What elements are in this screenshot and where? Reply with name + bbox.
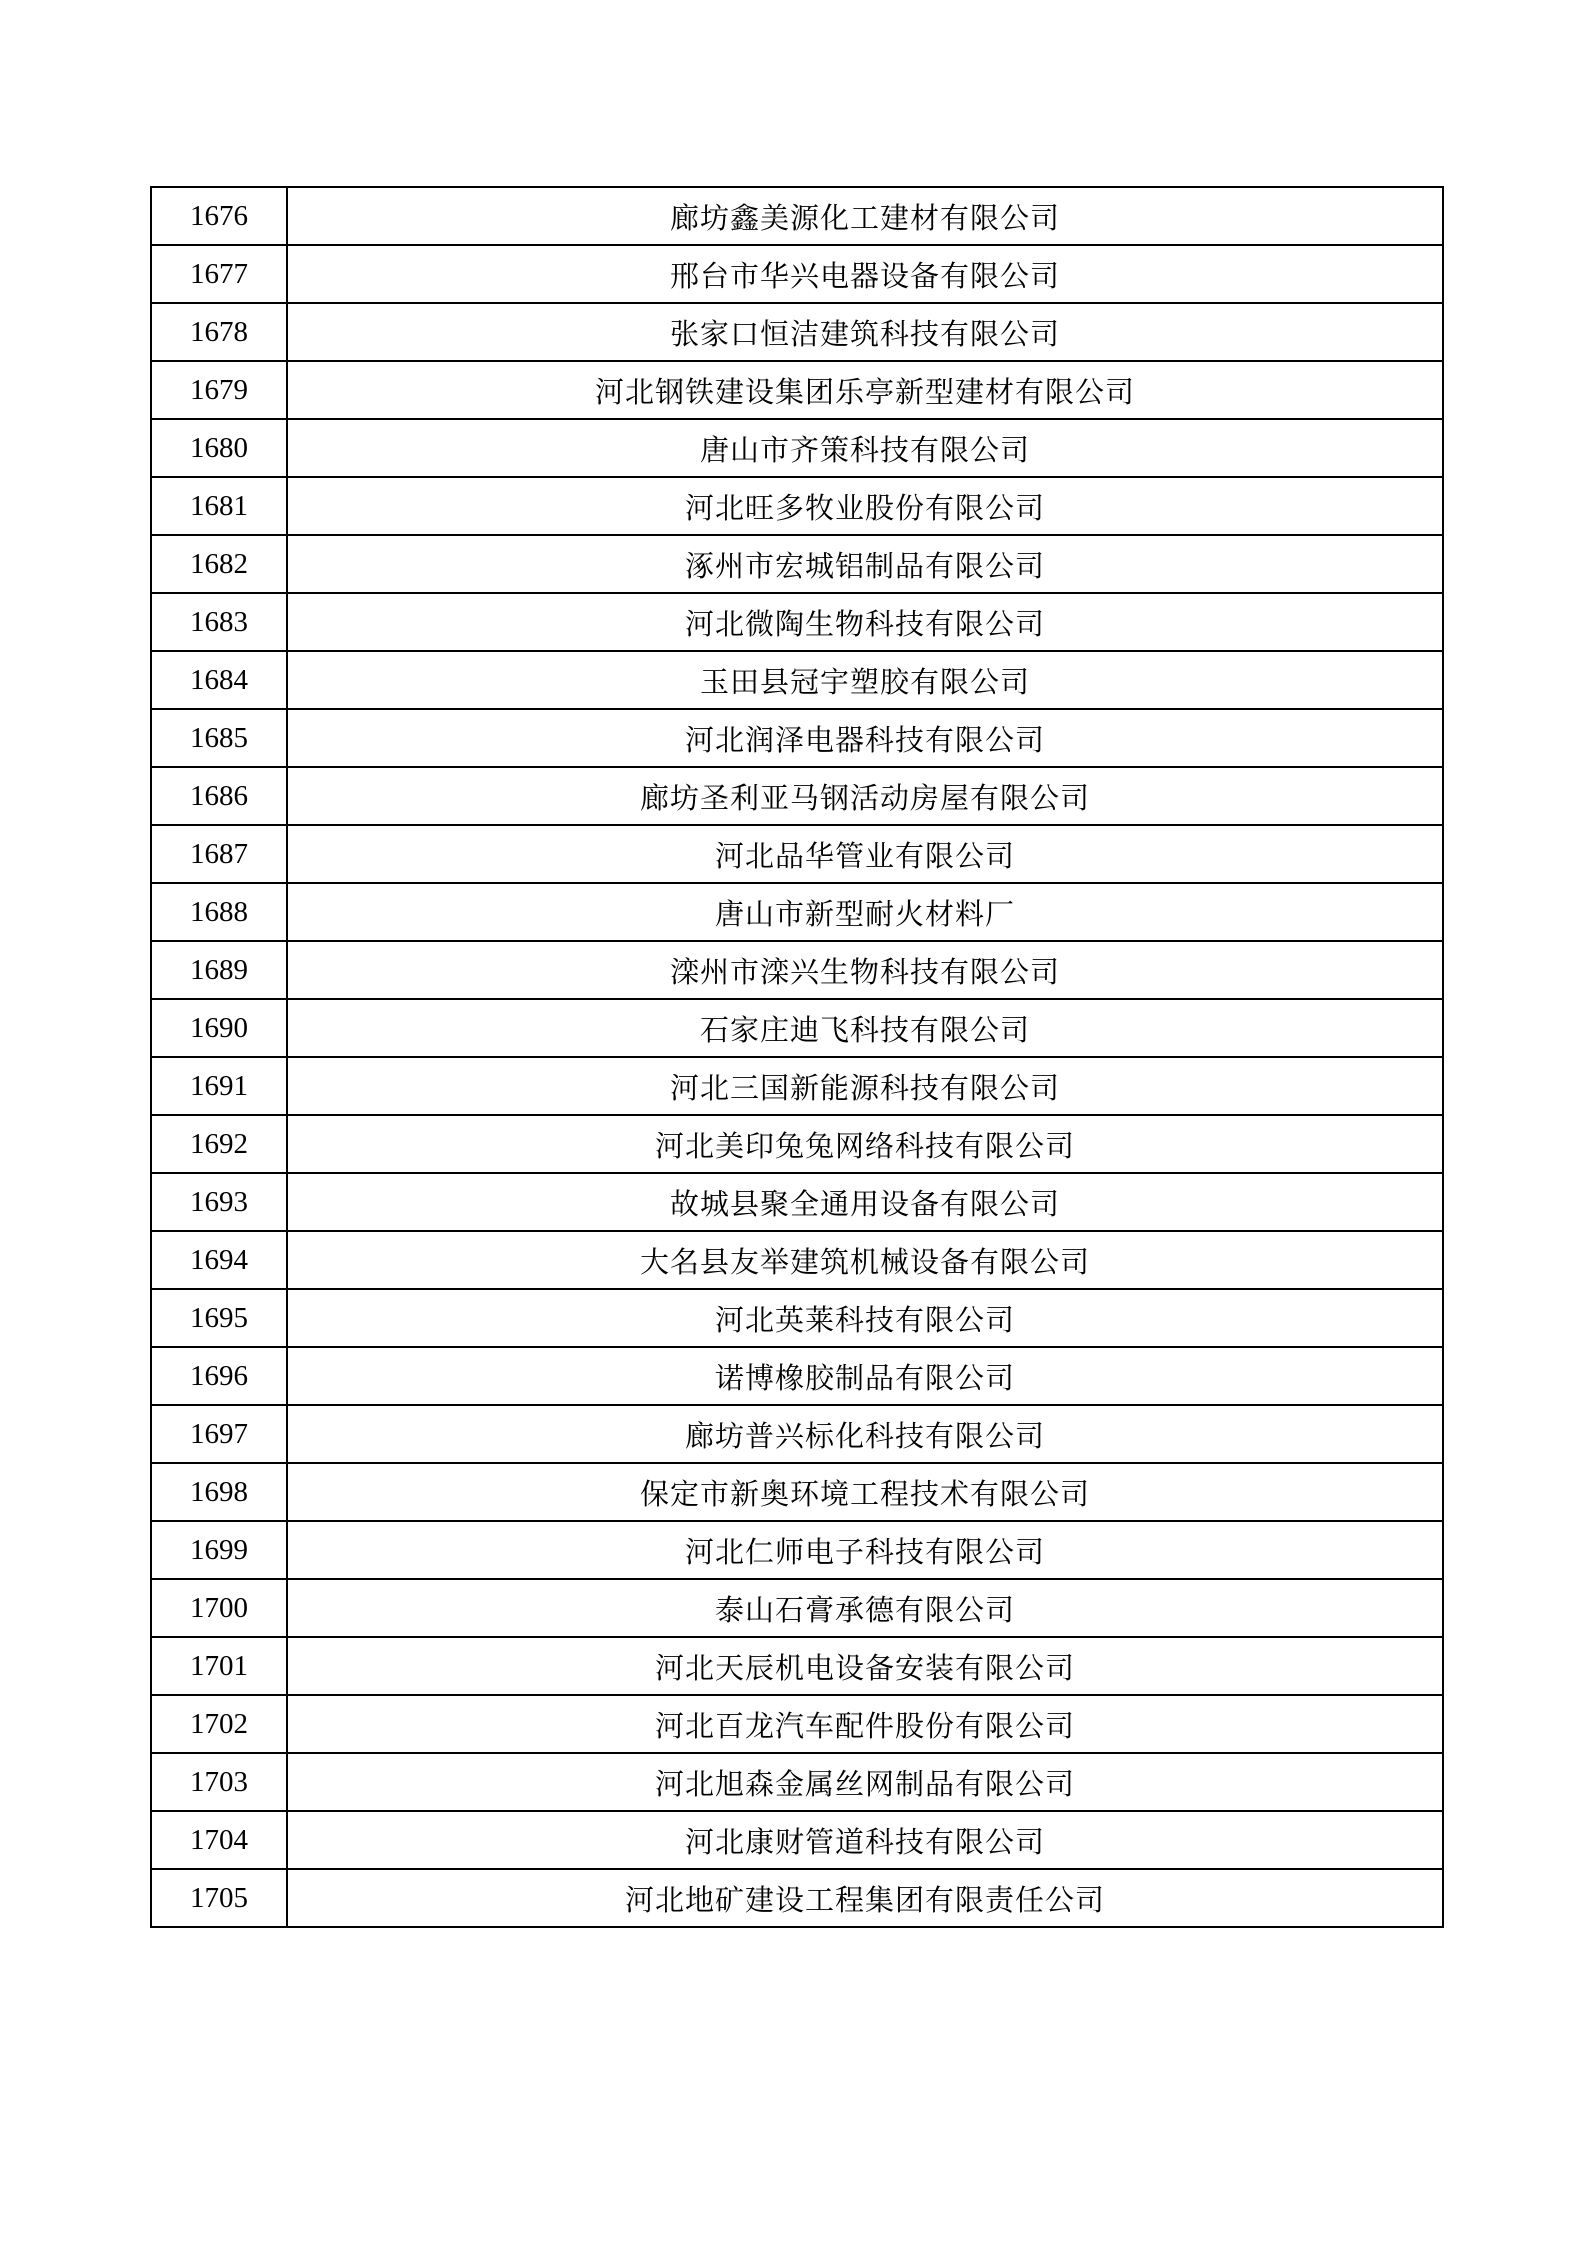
table-row bbox=[151, 1463, 1443, 1521]
company-name-cell: 大名县友举建筑机械设备有限公司 bbox=[287, 1231, 1443, 1289]
company-name-cell: 河北康财管道科技有限公司 bbox=[287, 1811, 1443, 1869]
row-number-cell: 1693 bbox=[151, 1173, 287, 1231]
table-row bbox=[151, 999, 1443, 1057]
table-row bbox=[151, 535, 1443, 593]
company-name-cell: 河北钢铁建设集团乐亭新型建材有限公司 bbox=[287, 361, 1443, 419]
table-row bbox=[151, 477, 1443, 535]
table-row bbox=[151, 883, 1443, 941]
row-number-cell: 1702 bbox=[151, 1695, 287, 1753]
row-number-cell: 1701 bbox=[151, 1637, 287, 1695]
company-name-cell: 河北旺多牧业股份有限公司 bbox=[287, 477, 1443, 535]
table-row bbox=[151, 1695, 1443, 1753]
row-number-cell: 1703 bbox=[151, 1753, 287, 1811]
row-number-cell: 1692 bbox=[151, 1115, 287, 1173]
table-row bbox=[151, 593, 1443, 651]
company-name-cell: 邢台市华兴电器设备有限公司 bbox=[287, 245, 1443, 303]
row-number-cell: 1690 bbox=[151, 999, 287, 1057]
company-name-cell: 河北微陶生物科技有限公司 bbox=[287, 593, 1443, 651]
row-number-cell: 1677 bbox=[151, 245, 287, 303]
company-name-cell: 河北百龙汽车配件股份有限公司 bbox=[287, 1695, 1443, 1753]
row-number-cell: 1688 bbox=[151, 883, 287, 941]
row-number-cell: 1679 bbox=[151, 361, 287, 419]
company-name-cell: 河北旭森金属丝网制品有限公司 bbox=[287, 1753, 1443, 1811]
company-name-cell: 河北美印兔兔网络科技有限公司 bbox=[287, 1115, 1443, 1173]
table-row bbox=[151, 1057, 1443, 1115]
table-row bbox=[151, 187, 1443, 245]
row-number-cell: 1685 bbox=[151, 709, 287, 767]
table-row bbox=[151, 361, 1443, 419]
company-name-cell: 玉田县冠宇塑胶有限公司 bbox=[287, 651, 1443, 709]
table-row bbox=[151, 1289, 1443, 1347]
company-name-cell: 唐山市新型耐火材料厂 bbox=[287, 883, 1443, 941]
company-name-cell: 廊坊圣利亚马钢活动房屋有限公司 bbox=[287, 767, 1443, 825]
row-number-cell: 1689 bbox=[151, 941, 287, 999]
table-row bbox=[151, 1115, 1443, 1173]
company-name-cell: 廊坊普兴标化科技有限公司 bbox=[287, 1405, 1443, 1463]
table-row bbox=[151, 1231, 1443, 1289]
table-row bbox=[151, 1579, 1443, 1637]
company-name-cell: 泰山石膏承德有限公司 bbox=[287, 1579, 1443, 1637]
table-row bbox=[151, 941, 1443, 999]
row-number-cell: 1697 bbox=[151, 1405, 287, 1463]
row-number-cell: 1680 bbox=[151, 419, 287, 477]
row-number-cell: 1695 bbox=[151, 1289, 287, 1347]
company-name-cell: 河北天辰机电设备安装有限公司 bbox=[287, 1637, 1443, 1695]
row-number-cell: 1698 bbox=[151, 1463, 287, 1521]
company-name-cell: 河北地矿建设工程集团有限责任公司 bbox=[287, 1869, 1443, 1927]
table-row bbox=[151, 1173, 1443, 1231]
table-row bbox=[151, 651, 1443, 709]
company-name-cell: 唐山市齐策科技有限公司 bbox=[287, 419, 1443, 477]
table-row bbox=[151, 1753, 1443, 1811]
row-number-cell: 1686 bbox=[151, 767, 287, 825]
table-row bbox=[151, 709, 1443, 767]
row-number-cell: 1691 bbox=[151, 1057, 287, 1115]
company-name-cell: 涿州市宏城铝制品有限公司 bbox=[287, 535, 1443, 593]
row-number-cell: 1678 bbox=[151, 303, 287, 361]
row-number-cell: 1683 bbox=[151, 593, 287, 651]
row-number-cell: 1681 bbox=[151, 477, 287, 535]
company-name-cell: 滦州市滦兴生物科技有限公司 bbox=[287, 941, 1443, 999]
company-name-cell: 河北品华管业有限公司 bbox=[287, 825, 1443, 883]
row-number-cell: 1682 bbox=[151, 535, 287, 593]
company-name-cell: 故城县聚全通用设备有限公司 bbox=[287, 1173, 1443, 1231]
table-row bbox=[151, 245, 1443, 303]
company-name-cell: 廊坊鑫美源化工建材有限公司 bbox=[287, 187, 1443, 245]
company-name-cell: 河北三国新能源科技有限公司 bbox=[287, 1057, 1443, 1115]
table-row bbox=[151, 767, 1443, 825]
row-number-cell: 1676 bbox=[151, 187, 287, 245]
table-row bbox=[151, 1811, 1443, 1869]
table-row bbox=[151, 1405, 1443, 1463]
table-row bbox=[151, 1347, 1443, 1405]
table-body bbox=[151, 187, 1443, 1927]
row-number-cell: 1699 bbox=[151, 1521, 287, 1579]
company-name-cell: 河北英莱科技有限公司 bbox=[287, 1289, 1443, 1347]
row-number-cell: 1694 bbox=[151, 1231, 287, 1289]
company-name-cell: 诺博橡胶制品有限公司 bbox=[287, 1347, 1443, 1405]
row-number-cell: 1687 bbox=[151, 825, 287, 883]
row-number-cell: 1705 bbox=[151, 1869, 287, 1927]
table-row bbox=[151, 1637, 1443, 1695]
company-name-cell: 石家庄迪飞科技有限公司 bbox=[287, 999, 1443, 1057]
table-row bbox=[151, 1869, 1443, 1927]
row-number-cell: 1704 bbox=[151, 1811, 287, 1869]
company-name-cell: 河北润泽电器科技有限公司 bbox=[287, 709, 1443, 767]
table-row bbox=[151, 1521, 1443, 1579]
company-name-cell: 张家口恒洁建筑科技有限公司 bbox=[287, 303, 1443, 361]
row-number-cell: 1684 bbox=[151, 651, 287, 709]
table-row bbox=[151, 825, 1443, 883]
table-row bbox=[151, 303, 1443, 361]
company-list-table bbox=[150, 186, 1444, 1928]
company-name-cell: 保定市新奥环境工程技术有限公司 bbox=[287, 1463, 1443, 1521]
table-row bbox=[151, 419, 1443, 477]
company-name-cell: 河北仁师电子科技有限公司 bbox=[287, 1521, 1443, 1579]
row-number-cell: 1700 bbox=[151, 1579, 287, 1637]
row-number-cell: 1696 bbox=[151, 1347, 287, 1405]
